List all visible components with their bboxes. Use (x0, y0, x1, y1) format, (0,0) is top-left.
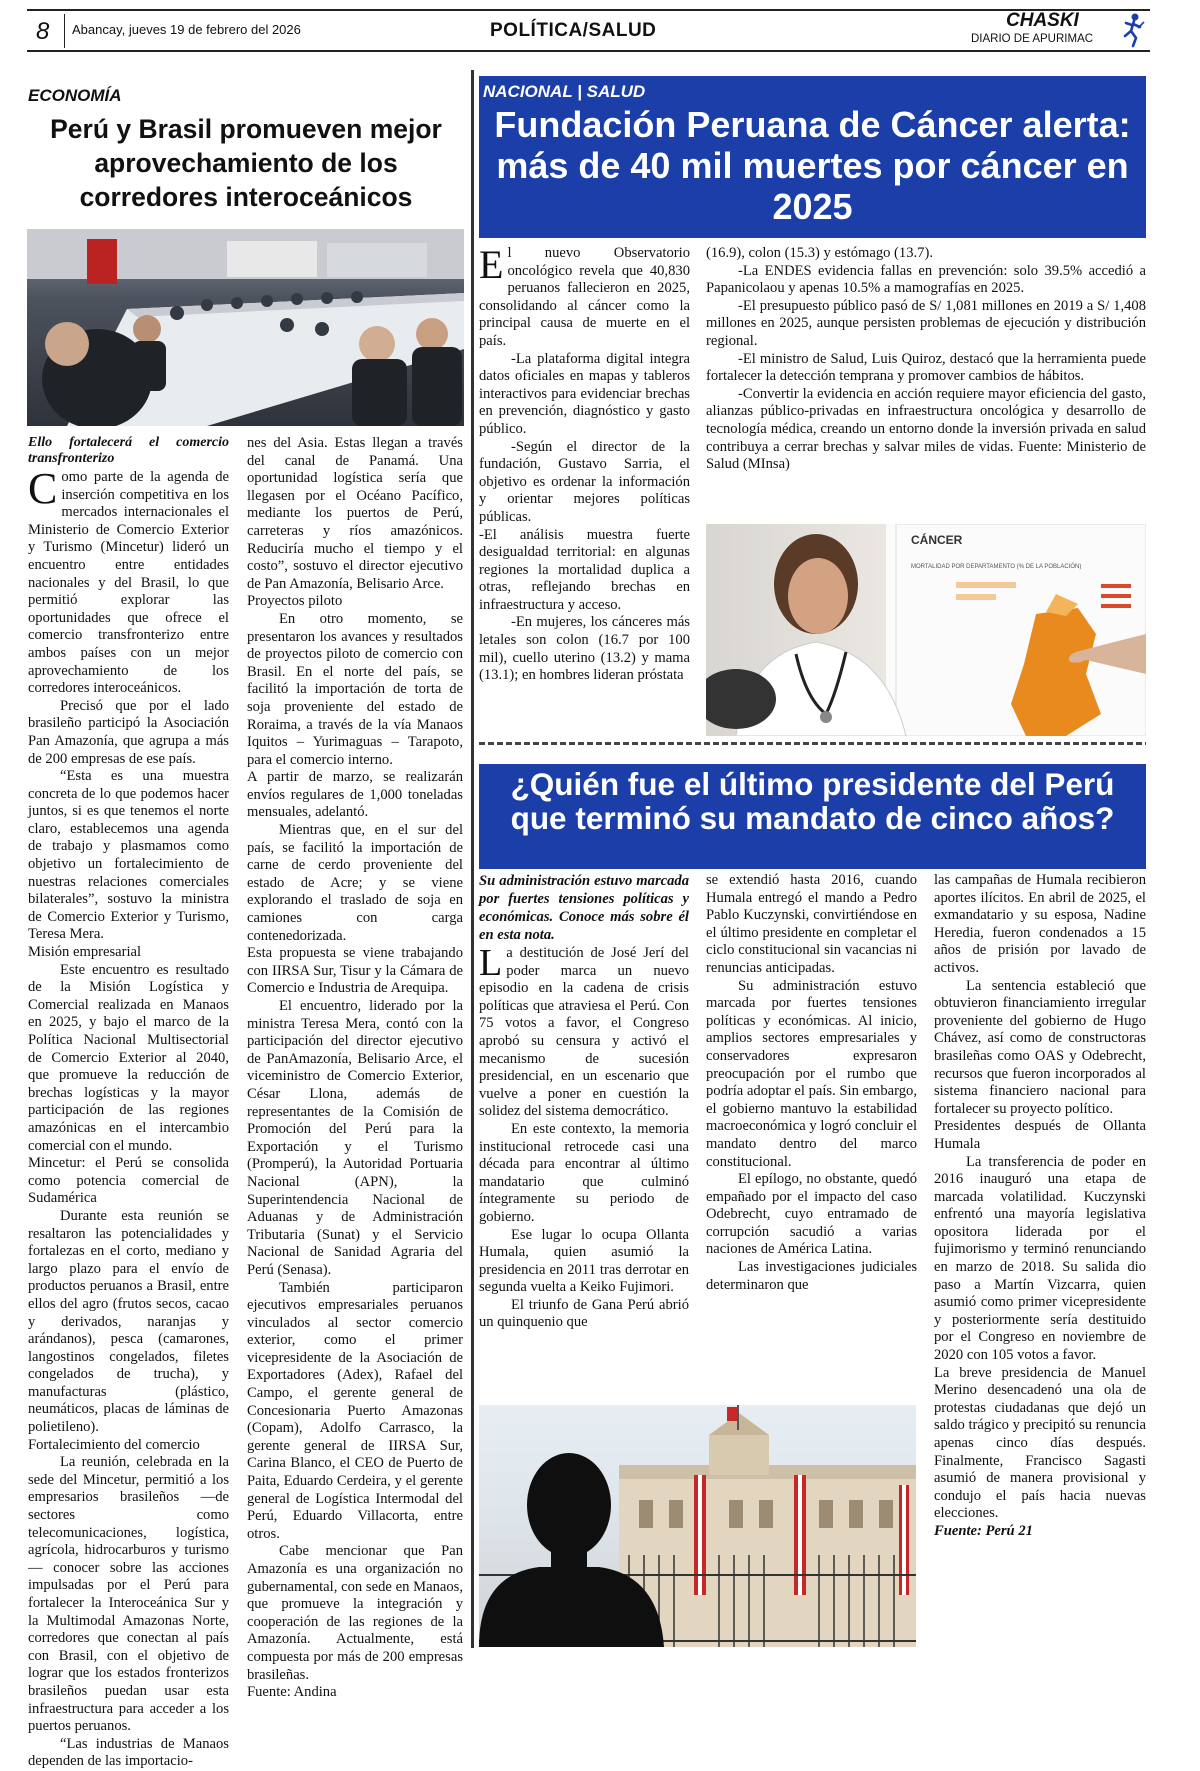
paragraph: Ese lugar lo ocupa Ollanta Humala, quien asumió la presidencia en 2011 tras derrotar en segunda vuelta a Keiko Fujimori. (479, 1226, 689, 1296)
president-column-3 (934, 872, 1146, 1541)
chaski-runner-logo (1120, 12, 1146, 48)
dropcap-c: C (28, 464, 58, 513)
paragraph: las campañas de Humala recibieron aportes ilícitos. En abril de 2025, el exmandatario y su esposa, Nadine Heredia, fueron condenados a 15 años de prisión por lavado de activos. (934, 872, 1146, 976)
paragraph: Precisó que por el lado brasileño participó la Asociación Pan Amazonía, que agrupa a más de 200 empresas de ese país. (28, 697, 229, 767)
paragraph: Este encuentro es resultado de la Misión Logística y Comercial realizada en Manaos en 2025, y bajo el marco de la Política Nacional Multisectorial de Comercio Exterior al 2040, que promueve la reducción de brechas logísticas y la mayor participación de las regiones amazónicas en el intercambio comercial con el mundo. (28, 961, 229, 1154)
paragraph: -En mujeres, los cánceres más letales son colon (16.7 por 100 mil), cuello uterino (13.2) y mama (13.1); en hombres lideran próstata (479, 614, 690, 684)
paragraph: -Según el director de la fundación, Gustavo Sarria, el objetivo es ordenar la información y orientar mejores políticas públicas. (479, 438, 690, 525)
president-column-1 (479, 942, 689, 1332)
paragraph: Mientras que, en el sur del país, se facilitó la importación de carne de cerdo proveniente del estado de Acre; y se viene explorando el traslado de soja en camiones con carga contenedorizada. (247, 822, 463, 944)
meeting-photo (27, 229, 464, 426)
paragraph: La breve presidencia de Manuel Merino desencadenó una ola de protestas ciudadanas que dejó un saldo trágico y precipitó su renuncia apenas cinco días después. Finalmente, Francisco Sagasti asumió de manera provisional y condujo el país hacia nuevas elecciones. (934, 1364, 1146, 1522)
president-column-2 (706, 872, 917, 1294)
dateline: Abancay, jueves 19 de febrero del 2026 (72, 22, 301, 37)
paragraph: En otro momento, se presentaron los avances y resultados de proyectos piloto de comercio con Brasil. En el norte del país, se facilitó la importación de torta de soja proveniente del estado de Roraima, a través de la vía Manaos Iquitos – Yurimaguas – Tarapoto, para el comercio interno. (247, 610, 463, 768)
brand-name: CHASKI (1006, 10, 1079, 31)
paragraph: se extendió hasta 2016, cuando Humala entregó el mando a Pedro Pablo Kuczynski, convirtiéndose en el último presidente en completar el ciclo constitucional sin vacancias ni renuncias anticipadas. (706, 872, 917, 976)
paragraph: La transferencia de poder en 2016 inauguró una etapa de marcada volatilidad. Kuczynski enfrentó una mayoría legislativa opositora liderada por el fujimorismo y terminó renunciando en marzo de 2018. Su salida dio paso a Martín Vizcarra, quien asumió como primer vicepresidente y posteriormente sería destituido por el Congreso en noviembre de 2020 con 105 votos a favor. (934, 1153, 1146, 1364)
paragraph: -La ENDES evidencia fallas en prevención: solo 39.5% accedió a Papanicolaou y apenas 10.5% a mamografías en 2025. (706, 262, 1146, 297)
paragraph: “Las industrias de Manaos dependen de las importacio- (28, 1735, 229, 1770)
paragraph: -Convertir la evidencia en acción requiere mayor eficiencia del gasto, alianzas público-privadas en infraestructura oncológica y desarrollo de tecnología médica, creando un entorno donde la inversión privada en salud contribuya a cerrar brechas y salvar miles de vidas. Fuente: Ministerio de Salud (MInsa) (706, 385, 1146, 473)
left-column-2 (247, 435, 463, 1702)
paragraph: (16.9), colon (15.3) y estómago (13.7). (706, 245, 933, 261)
paragraph: nes del Asia. Estas llegan a través del canal de Panamá. Una oportunidad logística sería que llegasen por el Océano Pacífico, mediante los puertos de Perú, carreteras y ríos amazónicos. Reduciría mucho el tiempo y el costo”, sostuvo el director ejecutivo de Pan Amazonía, Belisario Arce. (247, 435, 463, 592)
paragraph: La reunión, celebrada en la sede del Mincetur, permitió a los empresarios brasileños —de sectores como telecomunicaciones, logística, agrícola, hidrocarburos y turismo— conocer sobre las acciones impulsadas por el Perú para fortalecer la Interoceánica Sur y la Multimodal Amazonas Norte, corredores que conectan al país con Brasil, con el objetivo de lograr que los estados fronterizos brasileños puedan usar esta infraestructura para acceder a los puertos peruanos. (28, 1454, 229, 1735)
article-source: Fuente: Andina (247, 1684, 337, 1701)
left-column-1 (28, 464, 229, 1771)
dropcap-l: L (479, 942, 503, 984)
article-source: Fuente: Perú 21 (934, 1522, 1033, 1539)
screen-subtitle: MORTALIDAD POR DEPARTAMENTO (% DE LA POBLACIÓN) (911, 564, 1082, 570)
paragraph: -El presupuesto público pasó de S/ 1,081 millones en 2019 a S/ 1,408 millones en 2025, aunque persisten problemas de ejecución y distribución regional. (706, 297, 1146, 349)
government-palace-photo (479, 1405, 916, 1647)
paragraph: El epílogo, no obstante, quedó empañado por el impacto del caso Odebrecht, cuyo entramado de corrupción sacudió a varias naciones de América Latina. (706, 1171, 917, 1258)
cancer-kicker: NACIONAL | SALUD (483, 82, 646, 101)
section-subtitle: Presidentes después de Ollanta Humala (934, 1118, 1146, 1152)
page-number: 8 (36, 18, 50, 45)
paragraph: -El análisis muestra fuerte desigualdad territorial: en algunas regiones la mortalidad duplica a otras, reflejando brechas en infraestructura y acceso. (479, 526, 690, 613)
paragraph: También participaron ejecutivos empresariales peruanos vinculados al sector comercio exterior, como el primer vicepresidente de la Asociación de Exportadores (Adex), Rafael del Campo, el gerente general de Concesionaria Puerto Amazonas (Copam), Adolfo Carrasco, la gerente general de IIRSA Sur, Carina Blanco, el CEO de Puerto de Paita, Eduardo Cerdeira, y el gerente general de Logística Intermodal del Perú, Eduardo Villacorta, entre otros. (247, 1279, 463, 1542)
dashed-separator (479, 742, 1146, 745)
left-subhead: Ello fortalecerá el comercio transfronterizo (28, 435, 229, 466)
left-headline: Perú y Brasil promueven mejor aprovechamiento de los corredores interoceánicos (50, 114, 442, 212)
paragraph: -La plataforma digital integra datos oficiales en mapas y tableros interactivos para evidenciar brechas en prevención, diagnóstico y gasto público. (479, 350, 690, 437)
section-subtitle: Misión empresarial (28, 944, 142, 961)
section-subtitle: Fortalecimiento del comercio (28, 1436, 200, 1453)
paragraph: En este contexto, la memoria institucional retrocede casi una década para encontrar al último mandatario que culminó íntegramente su periodo de gobierno. (479, 1120, 689, 1225)
president-headline-box (479, 764, 1146, 869)
paragraph: l nuevo Observatorio oncológico revela que 40,830 peruanos fallecieron en 2025, consolidando al cáncer como la principal causa de muerte en el país. (479, 245, 690, 349)
header-divider (64, 14, 65, 48)
cancer-column-2 (706, 245, 1146, 474)
paragraph: A partir de marzo, se realizarán envíos regulares de 1,000 toneladas mensuales, adelantó. (247, 769, 463, 821)
president-lead: Su administración estuvo marcada por fuertes tensiones políticas y económicas. Conoce más sobre él en esta nota. (479, 873, 689, 943)
paragraph: Esta propuesta se viene trabajando con IIRSA Sur, Tisur y la Cámara de Comercio e Industria de Arequipa. (247, 945, 463, 997)
paragraph: Su administración estuvo marcada por fuertes tensiones políticas y económicas. Al inicio, amplios sectores empresariales y conservadores expresaron preocupación por el rumbo que podría adoptar el país. Sin embargo, el gobierno mantuvo la estabilidad macroeconómica y logró concluir el mandato dentro del marco constitucional. (706, 977, 917, 1170)
header-bottom-rule (27, 50, 1150, 52)
paragraph: Durante esta reunión se resaltaron las potencialidades y fortalezas en el corto, mediano y largo plazo para el envío de productos peruanos a Brasil, entre ellos del agro (frutos secos, cacao y derivados, naranjas y arándanos), pesca (camarones, langostinos congelados, filetes congelados de trucha), y manufacturas (plástico, neumáticos, placas de láminas de polietileno). (28, 1207, 229, 1436)
section-subtitle: Mincetur: el Perú se consolida como potencia comercial de Sudamérica (28, 1155, 229, 1207)
paragraph: La sentencia estableció que obtuvieron financiamiento irregular proveniente del gobierno de Hugo Chávez, así como de constructoras brasileñas como OAS y Odebrecht, recursos que fueron incorporados al sistema financiero nacional para fortalecer su proyecto político. (934, 977, 1146, 1117)
dropcap-e: E (479, 242, 504, 287)
cancer-headline-box (479, 76, 1146, 238)
paragraph: El encuentro, liderado por la ministra Teresa Mera, contó con la participación del director ejecutivo de PanAmazonía, Belisario Arce, el viceministro de Comercio Exterior, César Llona, además de representantes de la Comisión de Promoción del Perú para la Exportación y el Turismo (Promperú), la Autoridad Portuaria Nacional (APN), la Superintendencia Nacional de Aduanas y de Administración Tributaria (Sunat) y el Servicio Nacional de Sanidad Agraria del Perú (Senasa). (247, 998, 463, 1278)
left-kicker: ECONOMÍA (28, 86, 122, 105)
paragraph: El triunfo de Gana Perú abrió un quinquenio que (479, 1296, 689, 1331)
paragraph: “Esta es una muestra concreta de lo que podemos hacer juntos, si es que tenemos el norte claro, establecemos una agenda de trabajo y plasmamos como objetivo un fortalecimiento de nuestras relaciones comerciales bilaterales”, sostuvo la ministra de Comercio Exterior y Turismo, Teresa Mera. (28, 768, 229, 943)
section-subtitle: Proyectos piloto (247, 593, 343, 610)
column-rule (471, 70, 474, 1648)
paragraph: omo parte de la agenda de inserción competitiva en los mercados internacionales el Ministerio de Comercio Exterior y Turismo (Mincetur) lideró un encuentro entre entidades nacionales y del Brasil, lo que permitió explorar las oportunidades que ofrece el comercio transfronterizo entre ambos países con un mejor aprovechamiento de los corredores interoceánicos. (28, 469, 229, 697)
header-top-rule (27, 9, 1150, 11)
paragraph: a destitución de José Jerí del poder marca un nuevo episodio en la cadena de crisis políticas que atraviesa el Perú. Con 75 votos a favor, el Congreso aprobó su censura y activó el mecanismo de sucesión presidencial, en un escenario que vuelve a poner en cuestión la solidez del sistema democrático. (479, 945, 689, 1120)
paragraph: Las investigaciones judiciales determinaron que (706, 1259, 917, 1293)
president-headline: ¿Quién fue el último presidente del Perú que terminó su mandato de cinco años? (510, 766, 1115, 836)
doctor-photo (706, 524, 1146, 736)
brand-subtitle: DIARIO DE APURIMAC (971, 33, 1094, 45)
cancer-headline: Fundación Peruana de Cáncer alerta: más de 40 mil muertes por cáncer en 2025 (494, 104, 1131, 227)
paragraph: Cabe mencionar que Pan Amazonía es una organización no gubernamental, con sede en Manaos, que promueve la integración y cooperación de las regiones de la Amazonía. Actualmente, está compuesta por más de 200 empresas brasileñas. (247, 1543, 463, 1683)
paragraph: -El ministro de Salud, Luis Quiroz, destacó que la herramienta puede fortalecer la detección temprana y promover cambios de hábitos. (706, 350, 1146, 385)
cancer-column-1 (479, 242, 690, 685)
screen-title: CÁNCER (911, 533, 963, 547)
section-title: POLÍTICA/SALUD (490, 20, 657, 41)
